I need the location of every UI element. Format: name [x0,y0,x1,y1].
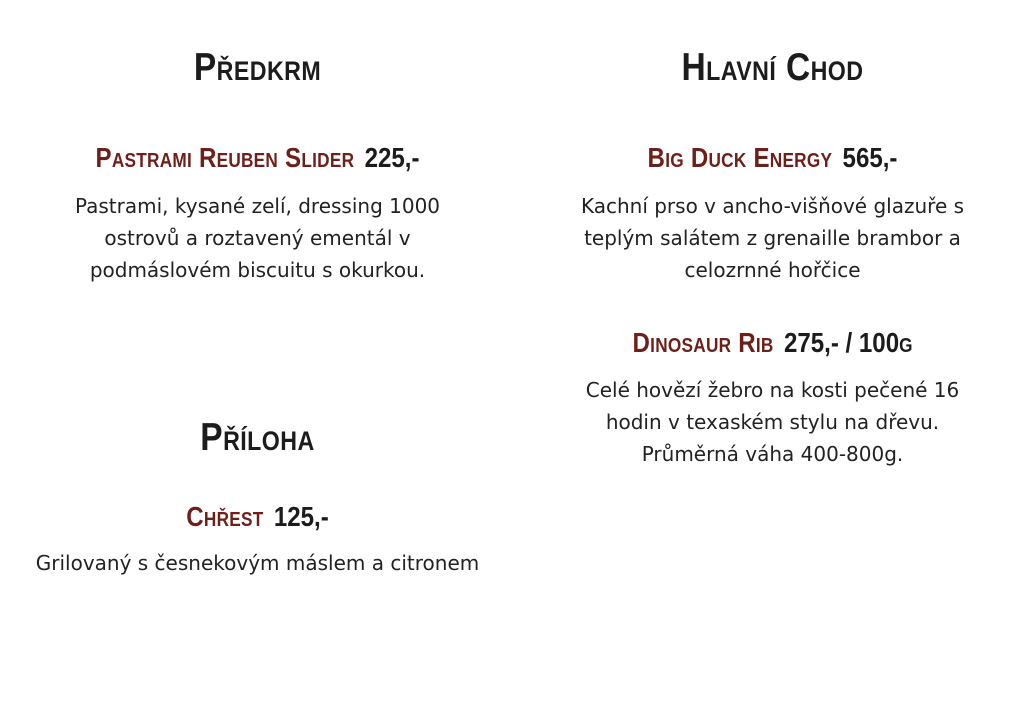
menu-item-description [515,374,1030,470]
section-heading-main: Hlavní Chod [681,46,864,89]
menu-item-title [551,144,994,172]
section-heading-side: Příloha [200,416,315,459]
description-line: Grilovaný s česnekovým máslem a citronem [35,551,480,575]
menu-item-name: Pastrami Reuben Slider [95,142,355,173]
description-line: podmáslovém biscuitu s okurkou. [89,258,426,282]
menu-item-price: 125,- [273,501,329,532]
menu-item-price: 565,- [842,142,898,173]
menu-item-description [0,190,515,286]
menu-item-description [0,547,515,579]
menu-item-title [36,144,479,172]
menu-item-title [36,503,479,531]
description-line: ostrovů a roztavený ementál v [104,226,411,250]
menu-item-name: Dinosaur Rib [632,327,774,358]
menu-item-description [515,190,1030,286]
description-line: celozrnné hořčice [684,258,861,282]
menu-item-price: 225,- [364,142,420,173]
description-line: hodin v texaském stylu na dřevu. [605,410,940,434]
menu-item-name: Big Duck Energy [647,142,833,173]
section-heading-starter: Předkrm [193,46,322,89]
description-line: Průměrná váha 400-800g. [641,442,904,466]
description-line: Pastrami, kysané zelí, dressing 1000 [74,194,441,218]
description-line: teplým salátem z grenaille brambor a [584,226,961,250]
description-line: Celé hovězí žebro na kosti pečené 16 [585,378,960,402]
menu-item-title [551,329,994,357]
description-line: Kachní prso v ancho-višňové glazuře s [580,194,965,218]
menu-item-name: Chřest [186,501,264,532]
menu-item-price: 275,- / 100g [783,327,913,358]
